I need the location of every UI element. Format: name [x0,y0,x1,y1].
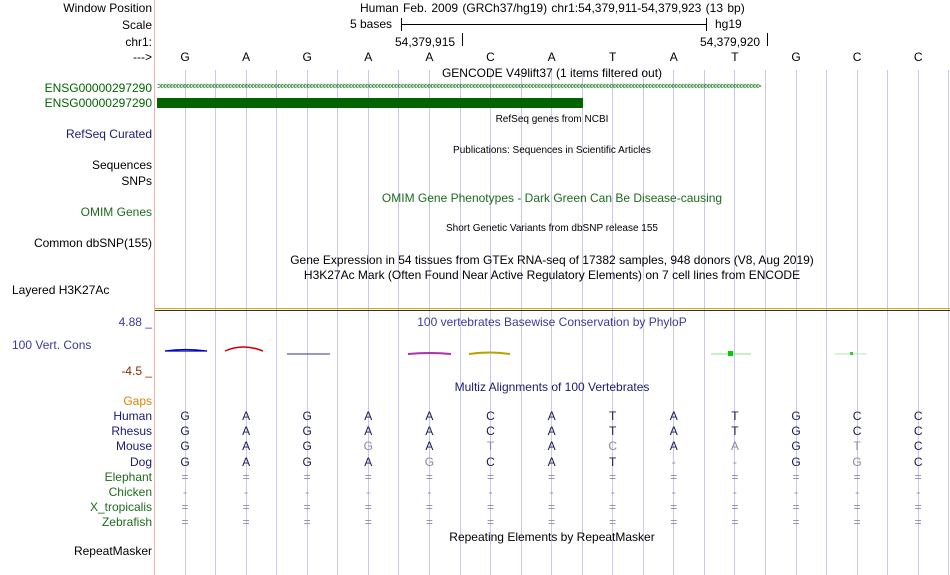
alignment-base: - [244,485,249,499]
alignment-base: = [425,469,433,484]
gene-strand-arrows[interactable]: >>>>>>>>>>>>>>>>>>>>>>>>>>>>>>>>>>>>>>>>>>>>>>>>>>>>>>>>>>>>>>>>>>>>>>>>>>>>>>>>>>>>>>>>>>>>>>>>>>>>>>>>>>>>>>>>>>>>>>>>>>>>>>>>>>>>>>>>>>>>>>>>>>>>>>>>>>>>>>>>>>>>>>>>>>>>>>>>>>>>>>>>> [157,81,760,91]
alignment-base: A [242,424,251,439]
alignment-base: A [547,454,556,469]
alignment-base: = [548,515,556,530]
alignment-base: = [181,469,189,484]
alignment-base: G [180,454,190,469]
alignment-base: - [671,485,676,499]
alignment-base: - [610,485,615,499]
alignment-base: - [305,485,310,499]
species-label[interactable]: Chicken [108,485,152,499]
alignment-base: = [792,469,800,484]
scale-bar [401,24,706,25]
h3k27ac-track-title[interactable]: H3K27Ac Mark (Often Found Near Active Regulatory Elements) on 7 cell lines from ENCODE [303,268,801,282]
alignment-base: = [914,515,922,530]
gridline [765,70,766,575]
alignment-base: = [853,469,861,484]
gridline [948,70,949,575]
alignment-base: T [731,424,739,439]
alignment-base: = [670,500,678,515]
alignment-base: = [914,500,922,515]
alignment-base: A [364,454,373,469]
base-letter: C [486,50,495,64]
base-letter: A [242,50,251,64]
alignment-base: = [609,515,617,530]
refseq-track-title[interactable]: RefSeq genes from NCBI [495,114,609,125]
alignment-base: = [548,469,556,484]
base-letter: G [302,50,312,64]
alignment-base: A [425,439,434,454]
alignment-base: - [549,485,554,499]
alignment-base: C [852,424,862,439]
h3k27ac-dark-line [155,310,950,311]
repeatmasker-track-title[interactable]: Repeating Elements by RepeatMasker [449,530,655,544]
phylop-mark-7-peak [850,352,853,355]
alignment-base: = [853,500,861,515]
alignment-base: A [242,409,251,423]
species-label[interactable]: Rhesus [111,424,152,439]
alignment-base: A [425,424,434,439]
snps-label[interactable]: SNPs [121,174,152,188]
dbsnp-track-title[interactable]: Short Genetic Variants from dbSNP release 155 [446,223,658,234]
scale-assembly: hg19 [715,17,742,31]
alignment-base: - [794,485,798,499]
species-label[interactable]: Mouse [115,439,152,454]
alignment-base: G [302,424,312,439]
alignment-base: - [183,485,187,499]
phylop-mark-4 [408,353,451,354]
alignment-base: = [609,469,617,484]
alignment-base: - [855,485,860,499]
alignment-base: T [486,439,495,454]
alignment-base: G [302,409,312,423]
alignment-base: = [425,515,433,530]
phylop-max-label: 4.88 _ [118,315,152,329]
alignment-base: = [548,500,556,515]
omim-track-title[interactable]: OMIM Gene Phenotypes - Dark Green Can Be Disease-causing [381,191,723,205]
alignment-base: G [302,439,312,454]
label-column-separator [154,0,155,575]
species-label[interactable]: Dog [129,454,152,469]
alignment-base: G [852,454,862,469]
scale-value: 5 bases [350,17,393,31]
window-position-value: Human Feb. 2009 (GRCh37/hg19) chr1:54,379,911-54,379,923 (13 bp) [360,1,745,15]
phylop-min-label: -4.5 _ [121,364,152,378]
sequences-label[interactable]: Sequences [91,158,152,172]
alignment-base: A [547,424,556,439]
alignment-base: = [853,515,861,530]
alignment-base: C [486,454,495,469]
alignment-base: = [486,515,494,530]
alignment-base: = [242,515,250,530]
alignment-base: = [670,469,678,484]
alignment-base: G [791,424,801,439]
base-letter: G [791,50,801,64]
gridline [887,70,888,575]
alignment-base: - [732,454,737,469]
window-position-label: Window Position [63,1,152,15]
gridline [398,70,399,575]
alignment-base: - [366,485,371,499]
alignment-base: G [791,409,801,423]
alignment-base: A [669,439,678,454]
base-letter: A [425,50,434,64]
alignment-base: A [547,409,556,423]
alignment-base: T [731,409,739,423]
alignment-base: - [488,485,493,499]
gene-label-2[interactable]: ENSG00000297290 [44,96,152,110]
scale-label: Scale [121,18,152,32]
gridline [826,70,827,575]
species-label[interactable]: Human [113,409,152,423]
base-letter: G [180,50,190,64]
alignment-base: T [609,424,617,439]
gridline [337,70,338,575]
phylop-signal[interactable] [155,340,950,365]
alignment-base: C [913,454,923,469]
base-letter: A [364,50,373,64]
repeatmasker-label[interactable]: RepeatMasker [73,544,152,558]
alignment-base: = [364,500,372,515]
base-letter: C [913,50,923,64]
alignment-base: C [913,409,923,423]
alignment-base: G [180,409,190,423]
alignment-base: A [242,454,251,469]
gene-exon-block[interactable] [157,98,583,108]
alignment-base: C [913,424,923,439]
phylop-mark-5 [469,353,510,355]
alignment-base: = [242,469,250,484]
alignment-base: G [424,454,435,469]
phylop-track-title[interactable]: 100 vertebrates Basewise Conservation by PhyloP [417,315,687,329]
alignment-base: - [732,485,737,499]
alignment-base: G [302,454,312,469]
refseq-curated-label[interactable]: RefSeq Curated [65,127,152,141]
alignment-base: A [730,439,739,454]
alignment-base: = [303,500,311,515]
species-label[interactable]: X_tropicalis [89,500,152,515]
layered-h3k27ac-label[interactable]: Layered H3K27Ac [12,283,110,297]
alignment-base: - [671,454,676,469]
gridline [215,70,216,575]
alignment-base: C [486,424,495,439]
multiz-track-title[interactable]: Multiz Alignments of 100 Vertebrates [454,380,650,394]
phylop-track-label[interactable]: 100 Vert. Cons [12,338,92,352]
base-letter: C [852,50,862,64]
gaps-label: Gaps [123,394,152,408]
h3k27ac-orange-line [155,308,950,309]
alignment-base: G [791,454,801,469]
alignment-base: T [609,409,617,423]
alignment-base: A [425,409,434,423]
alignment-base: = [486,469,494,484]
coord-right-tick [767,33,768,46]
alignment-base: C [913,439,923,454]
base-letter: A [669,50,678,64]
alignment-base: = [486,500,494,515]
publications-track-title[interactable]: Publications: Sequences in Scientific Articles [453,145,651,156]
base-letter: T [731,50,739,64]
alignment-base: = [609,500,617,515]
alignment-base: A [364,409,373,423]
coord-left: 54,379,915 [395,35,456,49]
gene-label-1[interactable]: ENSG00000297290 [44,81,152,95]
strand-label: ---> [133,50,152,64]
phylop-mark-2 [225,347,263,351]
base-letter: A [547,50,556,64]
alignment-base: A [547,439,556,454]
gtex-track-title[interactable]: Gene Expression in 54 tissues from GTEx RNA-seq of 17382 samples, 948 donors (V8, Aug 2019) [290,253,814,267]
coord-left-tick [462,33,463,46]
alignment-base: = [731,469,739,484]
alignment-base: A [669,409,678,423]
alignment-base: G [180,439,190,454]
gridline [276,70,277,575]
alignment-base: C [852,409,862,423]
coord-right: 54,379,920 [700,35,761,49]
alignment-base: = [242,500,250,515]
alignment-base: - [427,485,432,499]
alignment-base: = [364,515,372,530]
alignment-base: A [242,439,251,454]
alignment-base: G [363,439,373,454]
alignment-base: T [853,439,861,454]
alignment-base: = [792,500,800,515]
alignment-base: C [608,439,618,454]
alignment-base: G [180,424,190,439]
chrom-label: chr1: [125,35,152,49]
omim-genes-label[interactable]: OMIM Genes [80,205,152,219]
alignment-base: = [181,500,189,515]
species-label[interactable]: Zebrafish [101,515,152,530]
base-letter: T [609,50,617,64]
gridline [704,70,705,575]
alignment-base: = [425,500,433,515]
phylop-mark-6-peak [728,351,733,356]
alignment-base: C [486,409,495,423]
alignment-base: = [731,515,739,530]
alignment-base: = [670,515,678,530]
alignment-base: T [609,454,617,469]
species-label[interactable]: Elephant [104,469,152,484]
gencode-track-title[interactable]: GENCODE V49lift37 (1 items filtered out) [441,66,663,80]
alignment-base: = [364,469,372,484]
alignment-base: = [914,469,922,484]
scale-bar-left-tick [401,18,402,31]
alignment-base: = [303,515,311,530]
alignment-base: = [731,500,739,515]
alignment-base: = [303,469,311,484]
alignment-base: A [669,424,678,439]
alignment-base: = [792,515,800,530]
scale-bar-right-tick [706,18,707,31]
alignment-base: G [791,439,801,454]
common-dbsnp-label[interactable]: Common dbSNP(155) [33,236,152,250]
alignment-base: A [364,424,373,439]
alignment-base: - [916,485,921,499]
alignment-base: = [181,515,189,530]
